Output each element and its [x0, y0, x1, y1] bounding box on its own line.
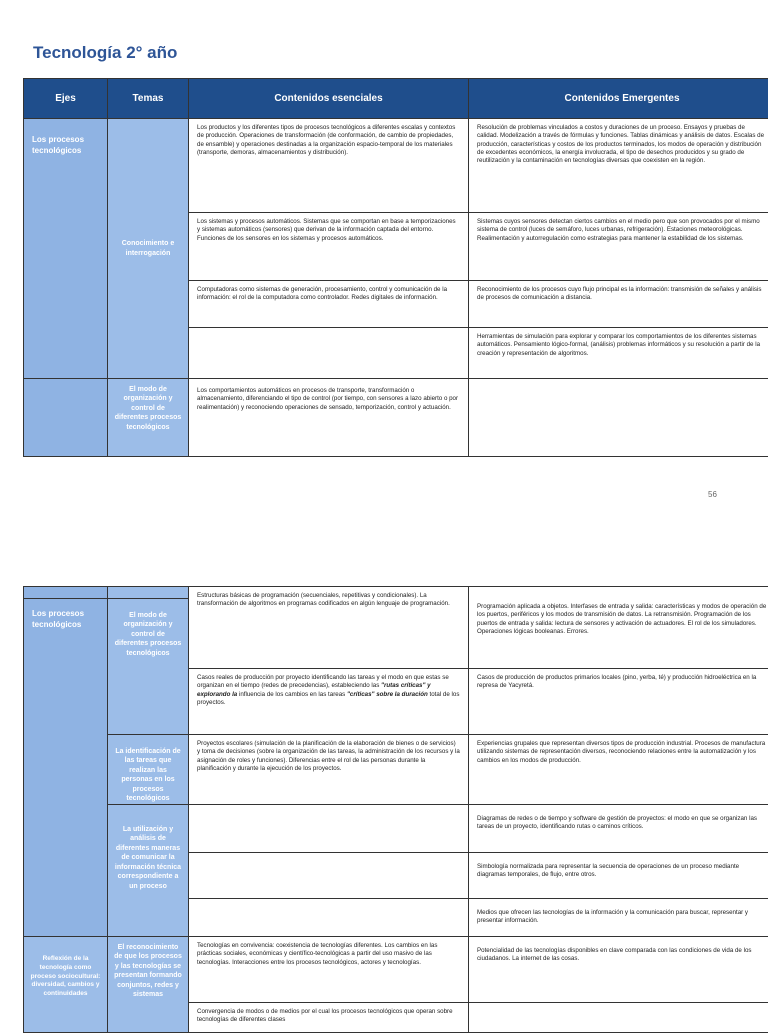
emergente-cell: Experiencias grupales que representan diversos tipos de producción industrial. Procesos de manufactura utilizando sistemas de representación diversos, reconociendo relaciones entre la automatización y los cambios en los modos de producción. [469, 735, 768, 805]
emergente-cell: Diagramas de redes o de tiempo y software de gestión de proyectos: el modo en que se organizan las tareas de un proyecto, identificando rutas o caminos críticos. [469, 805, 768, 853]
esencial-cell [189, 328, 469, 379]
esencial-cell: Tecnologías en convivencia: coexistencia de tecnologías diferentes. Los cambios en las prácticas sociales, económicas y científico-tecnológicas a partir del uso masivo de las tecnologías. Interacciones entre los procesos tecnológicos, actores y tecnologías. [189, 937, 469, 1003]
eje-cell [24, 119, 108, 379]
page-number: 56 [708, 490, 717, 499]
emergente-cell: Programación aplicada a objetos. Interfases de entrada y salida: características y modos de operación de los puertos, periféricos y los modos de transmisión de datos. La retransmisión. Programación de los puertos de entrada y salida: lectura de sensores y activación de actuadores. El rol de los simuladores. Operaciones lógicas booleanas. Errores. [469, 587, 768, 669]
esencial-text: influencia de los cambios en las tareas [237, 691, 347, 698]
esencial-cell: Los sistemas y procesos automáticos. Sistemas que se comportan en base a temporizaciones y sistemas automáticos (sensores) que derivan de la información captada del entorno. Funciones de los sensores en los sistemas y procesos automáticos. [189, 213, 469, 281]
eje-label: Los procesos tecnológicos [32, 135, 84, 155]
header-contenidos-esenciales: Contenidos esenciales [189, 79, 469, 119]
curriculum-table-1 [23, 78, 768, 457]
tema-label: El reconocimiento de que los procesos y las tecnologías se presentan formando conjuntos, redes y sistemas [108, 943, 188, 1000]
curriculum-table-2 [23, 586, 768, 1033]
tema-label: Conocimiento e interrogación [108, 239, 188, 258]
criticas-text: "críticas" sobre la duración [347, 691, 428, 698]
tema-label: El modo de organización y control de diferentes procesos tecnológicos [108, 385, 188, 432]
eje-label: Reflexión de la tecnología como proceso sociocultural: diversidad, cambios y continuidades [31, 955, 101, 997]
esencial-cell: Los productos y los diferentes tipos de procesos tecnológicos a diferentes escalas y contextos de producción. Operaciones de transformación (de conformación, de cambio de propiedades, de ensamble) y operaciones destinadas a la organización espacio-temporal de los materiales (transporte, demoras, almacenamientos y distribución). [189, 119, 469, 213]
esencial-cell: Estructuras básicas de programación (secuenciales, repetitivas y condicionales). La transformación de algoritmos en programas codificados en algún lenguaje de programación. [189, 587, 469, 669]
esencial-cell [189, 669, 469, 735]
tema-cell [108, 805, 189, 937]
emergente-cell [469, 379, 768, 457]
esencial-cell [189, 853, 469, 899]
tema-cell [108, 735, 189, 805]
header-contenidos-emergentes: Contenidos Emergentes [469, 79, 768, 119]
esencial-cell: Los comportamientos automáticos en procesos de transporte, transformación o almacenamiento, diferenciando el tipo de control (por tiempo, con sensores a lazo abierto o por realimentación) y reconociendo operaciones de sensado, temporización, control y actuación. [189, 379, 469, 457]
emergente-cell [469, 1003, 768, 1033]
emergente-cell: Simbología normalizada para representar la secuencia de operaciones de un proceso mediante diagramas temporales, de flujo, entre otros. [469, 853, 768, 899]
emergente-cell: Medios que ofrecen las tecnologías de la información y la comunicación para buscar, representar y presentar información. [469, 899, 768, 937]
rutas-criticas-text: "rutas críticas" y explorando la [197, 682, 431, 697]
tema-cell [108, 937, 189, 1033]
tema-label: El modo de organización y control de diferentes procesos tecnológicos [108, 611, 188, 658]
esencial-text: total de los proyectos. [197, 691, 459, 706]
emergente-cell: Sistemas cuyos sensores detectan ciertos cambios en el medio pero que son provocados por el mismo sistema de control (luces de semáforo, luces urbanas, refrigeración). Estaciones meteorológicas. Realimentación y autorregulación como estrategias para mantener la estabilidad de los sistemas. [469, 213, 768, 281]
eje-cell [24, 379, 108, 457]
esencial-cell: Computadoras como sistemas de generación, procesamiento, control y comunicación de la información: el rol de la computadora como controlador. Redes digitales de información. [189, 281, 469, 328]
emergente-cell: Potencialidad de las tecnologías disponibles en clave comparada con las condiciones de vida de los ciudadanos. La internet de las cosas. [469, 937, 768, 1003]
eje-label: Los procesos tecnológicos [32, 609, 84, 629]
tema-cell [108, 119, 189, 379]
tema-label: La utilización y análisis de diferentes maneras de comunicar la información técnica correspondiente a un proceso [108, 825, 188, 891]
eje-cell [24, 599, 108, 937]
esencial-cell [189, 899, 469, 937]
tema-cell [108, 587, 189, 599]
tema-cell [108, 599, 189, 735]
emergente-cell: Resolución de problemas vinculados a costos y duraciones de un proceso. Ensayos y pruebas de calidad. Modelización a través de fórmulas y funciones. Tablas dinámicas y análisis de datos. Escalas de producción, características y costos de los productos terminados, los modos de operación y distribución de excedentes económicos, la energía involucrada, el tipo de desechos producidos y su grado de reutilización y la contaminación en tecnologías diversas que coexisten en la región. [469, 119, 768, 213]
esencial-cell: Proyectos escolares (simulación de la planificación de la elaboración de bienes o de servicios) y toma de decisiones (sobre la organización de las tareas, la administración de los recursos y la asignación de roles y funciones). Diferencias entre el rol de las personas durante la planificación y durante la ejecución de los proyectos. [189, 735, 469, 805]
header-ejes: Ejes [24, 79, 108, 119]
esencial-cell [189, 805, 469, 853]
esencial-cell: Convergencia de modos o de medios por el cual los procesos tecnológicos que operan sobre tecnologías de diferentes clases [189, 1003, 469, 1033]
tema-cell [108, 379, 189, 457]
page-title: Tecnología 2° año [33, 43, 177, 63]
emergente-cell: Herramientas de simulación para explorar y comparar los comportamientos de los diferentes sistemas automáticos. Pensamiento lógico-formal, (análisis) problemas informáticos y su resolución a partir de la creación y representación de algoritmos. [469, 328, 768, 379]
esencial-text: Casos reales de producción por proyecto identificando las tareas y el modo en que estas se organizan en el tiempo (redes de precedencias), estableciendo las [197, 674, 449, 689]
eje-cell [24, 937, 108, 1033]
emergente-cell: Casos de producción de productos primarios locales (pino, yerba, té) y producción hidroeléctrica en la represa de Yacyretá. [469, 669, 768, 735]
tema-label: La identificación de las tareas que realizan las personas en los procesos tecnológicos [108, 747, 188, 804]
header-temas: Temas [108, 79, 189, 119]
emergente-cell: Reconocimiento de los procesos cuyo flujo principal es la información: transmisión de señales y análisis de procesos de comunicación a distancia. [469, 281, 768, 328]
eje-cell [24, 587, 108, 599]
